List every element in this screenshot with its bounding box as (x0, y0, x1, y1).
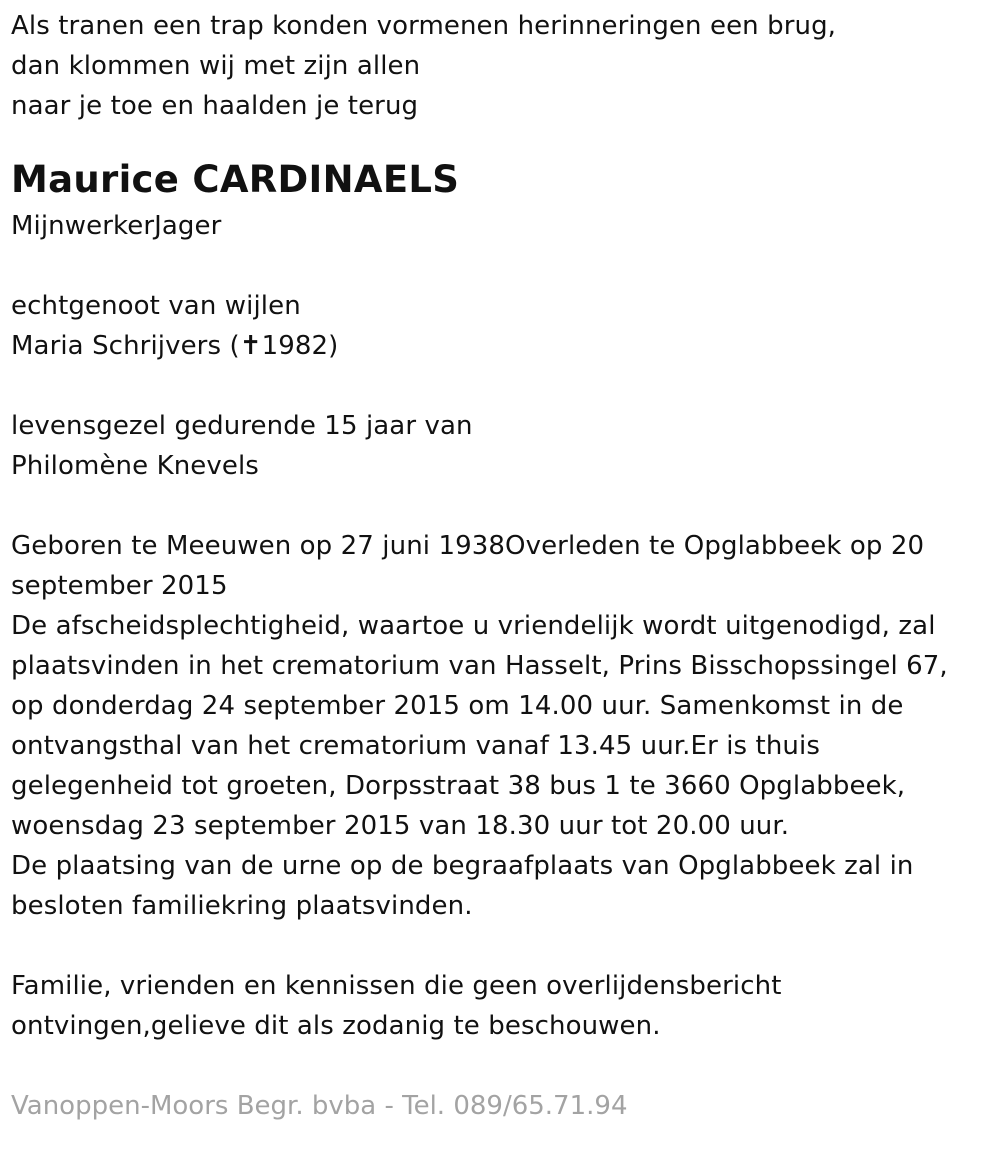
birth-death-line: Geboren te Meeuwen op 27 juni 1938Overleden te Opglabbeek op 20 (11, 531, 925, 561)
ceremony-line: plaatsvinden in het crematorium van Hasselt, Prins Bisschopssingel 67, (11, 651, 948, 681)
funeral-home-footer: Vanoppen-Moors Begr. bvba - Tel. 089/65.71.94 (11, 1091, 628, 1121)
ceremony-line: gelegenheid tot groeten, Dorpsstraat 38 bus 1 te 3660 Opglabbeek, (11, 771, 906, 801)
poem-line: naar je toe en haalden je terug (11, 91, 419, 121)
notice-block (11, 966, 971, 1046)
poem-line: Als tranen een trap konden vormenen herinneringen een brug, (11, 11, 837, 41)
ceremony-line: De afscheidsplechtigheid, waartoe u vriendelijk wordt uitgenodigd, zal (11, 611, 936, 641)
notice-line: Familie, vrienden en kennissen die geen overlijdensbericht (11, 971, 782, 1001)
spouse-name: Maria Schrijvers (✝1982) (11, 331, 339, 361)
occupation: MijnwerkerJager (11, 211, 222, 241)
spouse-block (11, 286, 971, 366)
ceremony-line: woensdag 23 september 2015 van 18.30 uur tot 20.00 uur. (11, 811, 790, 841)
poem (11, 6, 971, 126)
spacer (11, 246, 971, 286)
spouse-label: echtgenoot van wijlen (11, 291, 301, 321)
details-block (11, 526, 971, 926)
notice-line: ontvingen,gelieve dit als zodanig te beschouwen. (11, 1011, 661, 1041)
ceremony-line: op donderdag 24 september 2015 om 14.00 uur. Samenkomst in de (11, 691, 904, 721)
spacer (11, 926, 971, 966)
partner-block (11, 406, 971, 486)
spacer (11, 366, 971, 406)
partner-label: levensgezel gedurende 15 jaar van (11, 411, 473, 441)
poem-line: dan klommen wij met zijn allen (11, 51, 421, 81)
partner-name: Philomène Knevels (11, 451, 259, 481)
spacer (11, 486, 971, 526)
urn-line: De plaatsing van de urne op de begraafplaats van Opglabbeek zal in (11, 851, 914, 881)
birth-death-line: september 2015 (11, 571, 228, 601)
ceremony-line: ontvangsthal van het crematorium vanaf 13.45 uur.Er is thuis (11, 731, 820, 761)
urn-line: besloten familiekring plaatsvinden. (11, 891, 473, 921)
deceased-name: Maurice CARDINAELS (11, 158, 460, 201)
